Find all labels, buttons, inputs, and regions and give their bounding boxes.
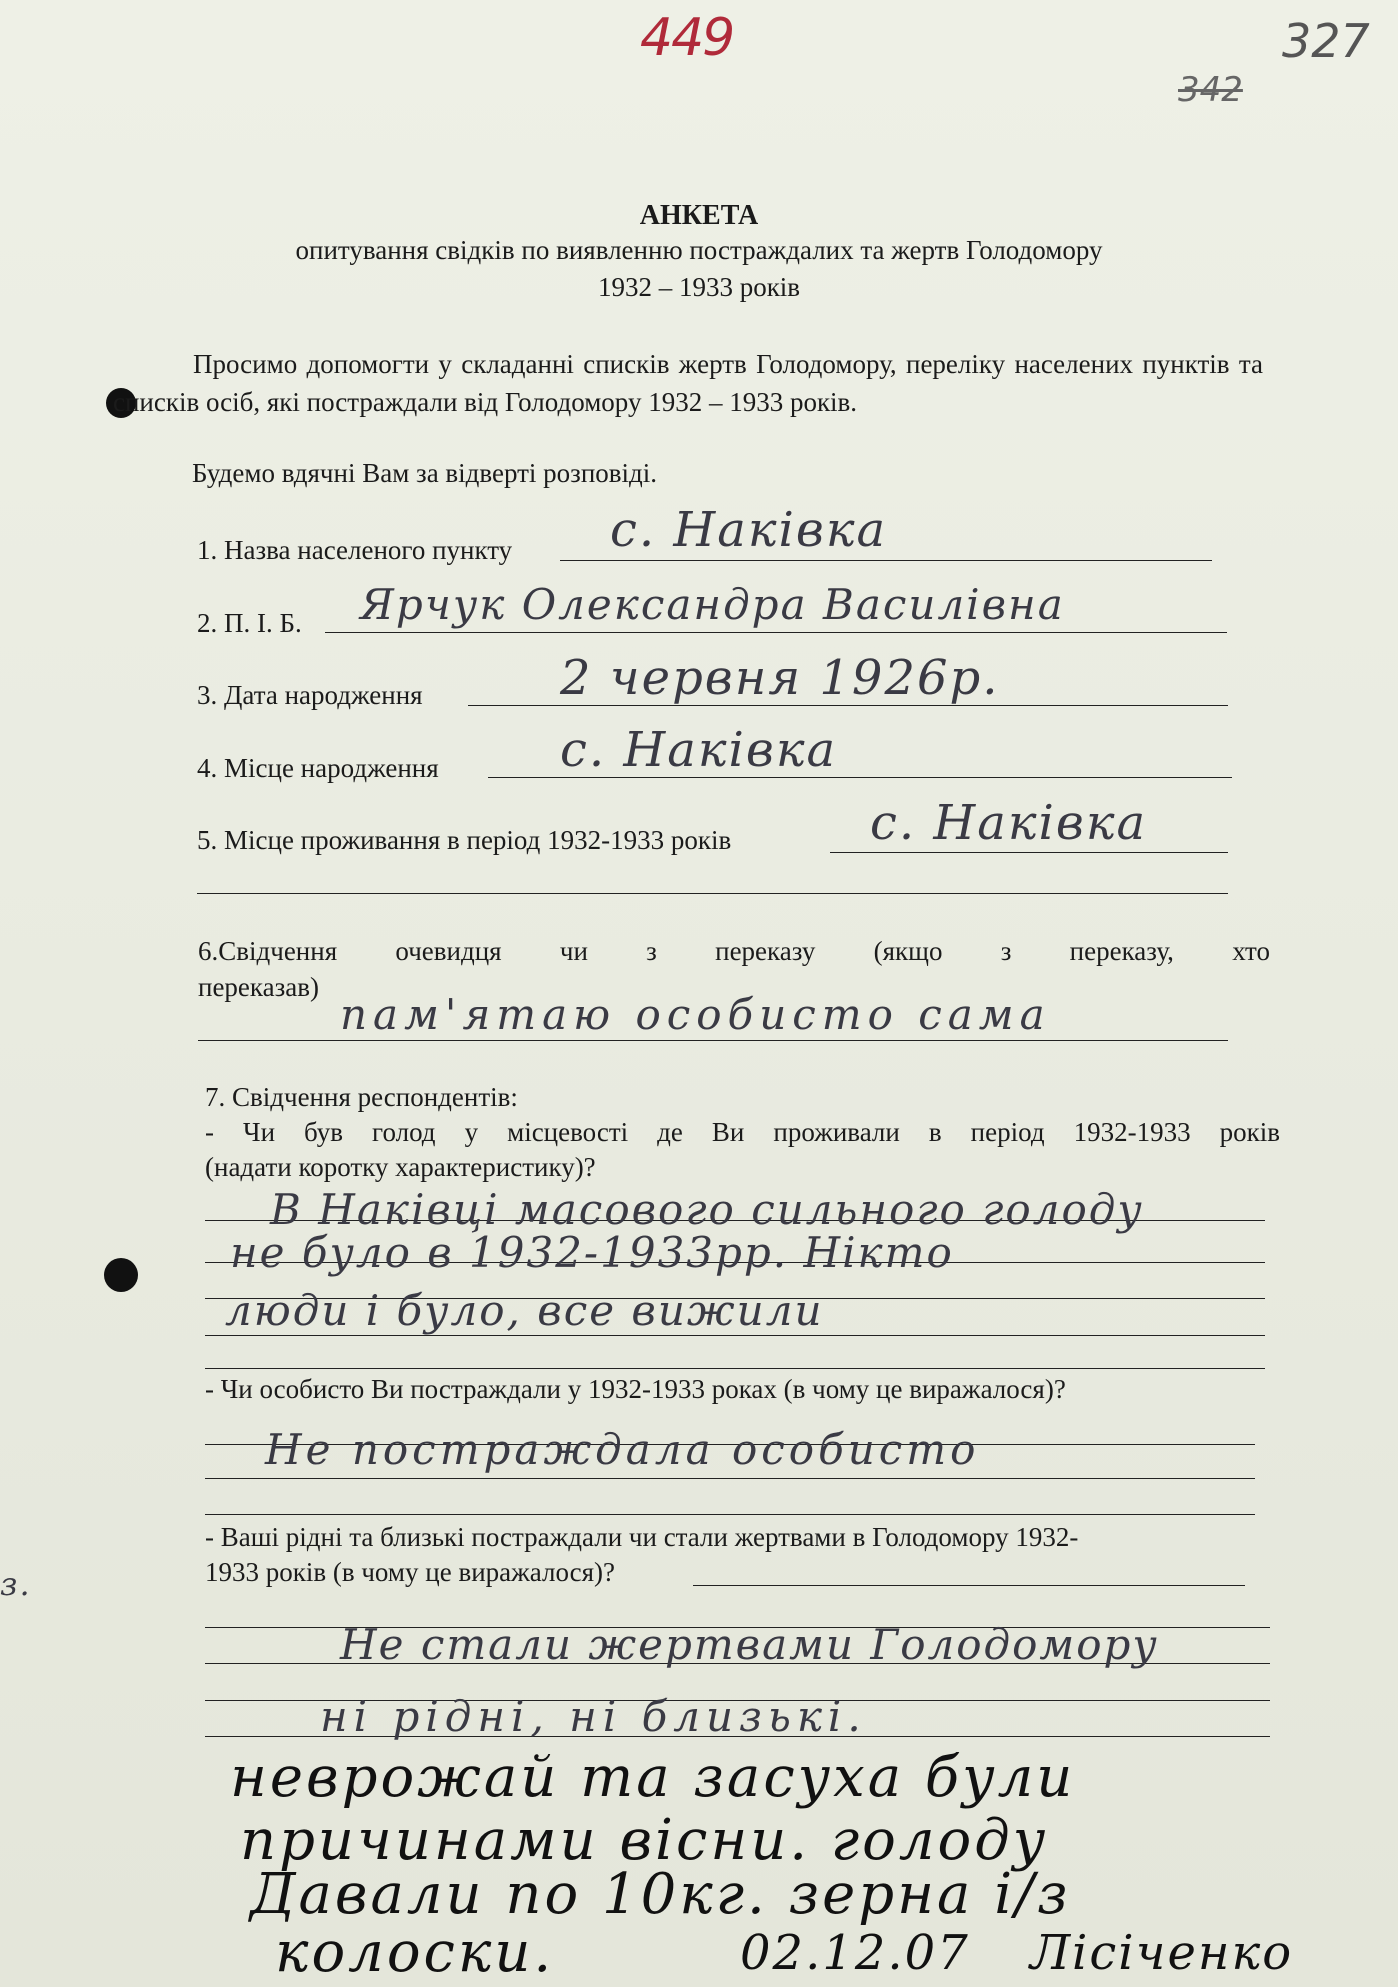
archive-number-handwritten: 449	[640, 8, 734, 68]
q6-label-continued: переказав)	[198, 972, 319, 1002]
q7c-answer-1: Не стали жертвами Голодомору	[340, 1620, 1159, 1669]
margin-mark: з.	[0, 1565, 32, 1603]
q7b-question: - Чи особисто Ви постраждали у 1932-1933 роках (в чому це виражалося)?	[205, 1374, 1066, 1404]
q5-label: 5. Місце проживання в період 1932-1933 років	[197, 825, 732, 855]
intro-paragraph: Просимо допомогти у складанні списків жертв Голодомору, переліку населених пунктів та списків осіб, які постраждали від Голодомору 1932 – 1933 років.	[113, 349, 1263, 417]
q3-answer: 2 червня 1926р.	[560, 650, 1000, 706]
note-date: 02.12.07	[740, 1925, 970, 1981]
q7c-question-continued: 1933 років (в чому це виражалося)?	[205, 1557, 616, 1587]
q2-label: 2. П. І. Б.	[197, 608, 302, 638]
note-line-3: Давали по 10кг. зерна і/з	[250, 1862, 1071, 1927]
thanks-line: Будемо вдячні Вам за відверті розповіді.	[192, 458, 658, 488]
q7a-answer-3: люди і було, все вижили	[225, 1286, 824, 1335]
q6-underline	[198, 1040, 1228, 1041]
note-line-2: причинами вісни. голоду	[240, 1808, 1049, 1873]
q5-underline-2	[197, 893, 1228, 894]
crossed-out-number: 342	[1178, 70, 1243, 110]
q7a-answer-2: не було в 1932-1933рр. Нікто	[230, 1228, 954, 1277]
q4-answer: с. Наківка	[560, 722, 838, 778]
form-subtitle: опитування свідків по виявленню постраждалих та жертв Голодомору	[295, 235, 1103, 265]
note-line-4: колоски.	[275, 1920, 555, 1985]
q7b-line-2	[205, 1478, 1255, 1479]
q7b-line-3	[205, 1514, 1255, 1515]
q7a-question: - Чи був голод у місцевості де Ви проживали в період 1932-1933 років	[205, 1117, 1280, 1147]
q6-answer: пам'ятаю особисто сама	[340, 990, 1051, 1039]
q3-label: 3. Дата народження	[197, 680, 423, 710]
q7-heading: 7. Свідчення респондентів:	[205, 1082, 518, 1112]
q7c-question: - Ваші рідні та близькі постраждали чи стали жертвами в Голодомору 1932-	[205, 1522, 1079, 1552]
q6-label: 6.Свідчення очевидця чи з переказу (якщо з переказу, хто	[198, 936, 1270, 966]
note-line-1: неврожай та засуха були	[230, 1745, 1076, 1810]
punch-hole-bottom	[104, 1258, 138, 1292]
q2-answer: Ярчук Олександра Василівна	[360, 580, 1065, 629]
q2-underline	[325, 632, 1227, 633]
q7a-question-continued: (надати коротку характеристику)?	[205, 1152, 596, 1182]
q1-answer: с. Наківка	[610, 502, 888, 558]
q4-label: 4. Місце народження	[197, 753, 439, 783]
q7c-line-0	[693, 1585, 1245, 1586]
q7c-answer-2: ні рідні, ні близькі.	[320, 1692, 867, 1741]
q7a-answer-1: В Наківці масового сильного голоду	[270, 1185, 1144, 1234]
sheet-number-handwritten: 327	[1282, 14, 1370, 68]
q7a-line-4	[205, 1335, 1265, 1336]
form-title: АНКЕТА	[639, 200, 759, 231]
q5-underline	[830, 852, 1228, 853]
form-years: 1932 – 1933 років	[597, 272, 801, 302]
q1-underline	[560, 560, 1212, 561]
q5-answer: с. Наківка	[870, 795, 1148, 851]
q1-label: 1. Назва населеного пункту	[197, 535, 513, 565]
q7b-answer: Не постраждала особисто	[265, 1425, 980, 1474]
signature: Лісіченко	[1030, 1925, 1294, 1981]
q7a-line-5	[205, 1368, 1265, 1369]
